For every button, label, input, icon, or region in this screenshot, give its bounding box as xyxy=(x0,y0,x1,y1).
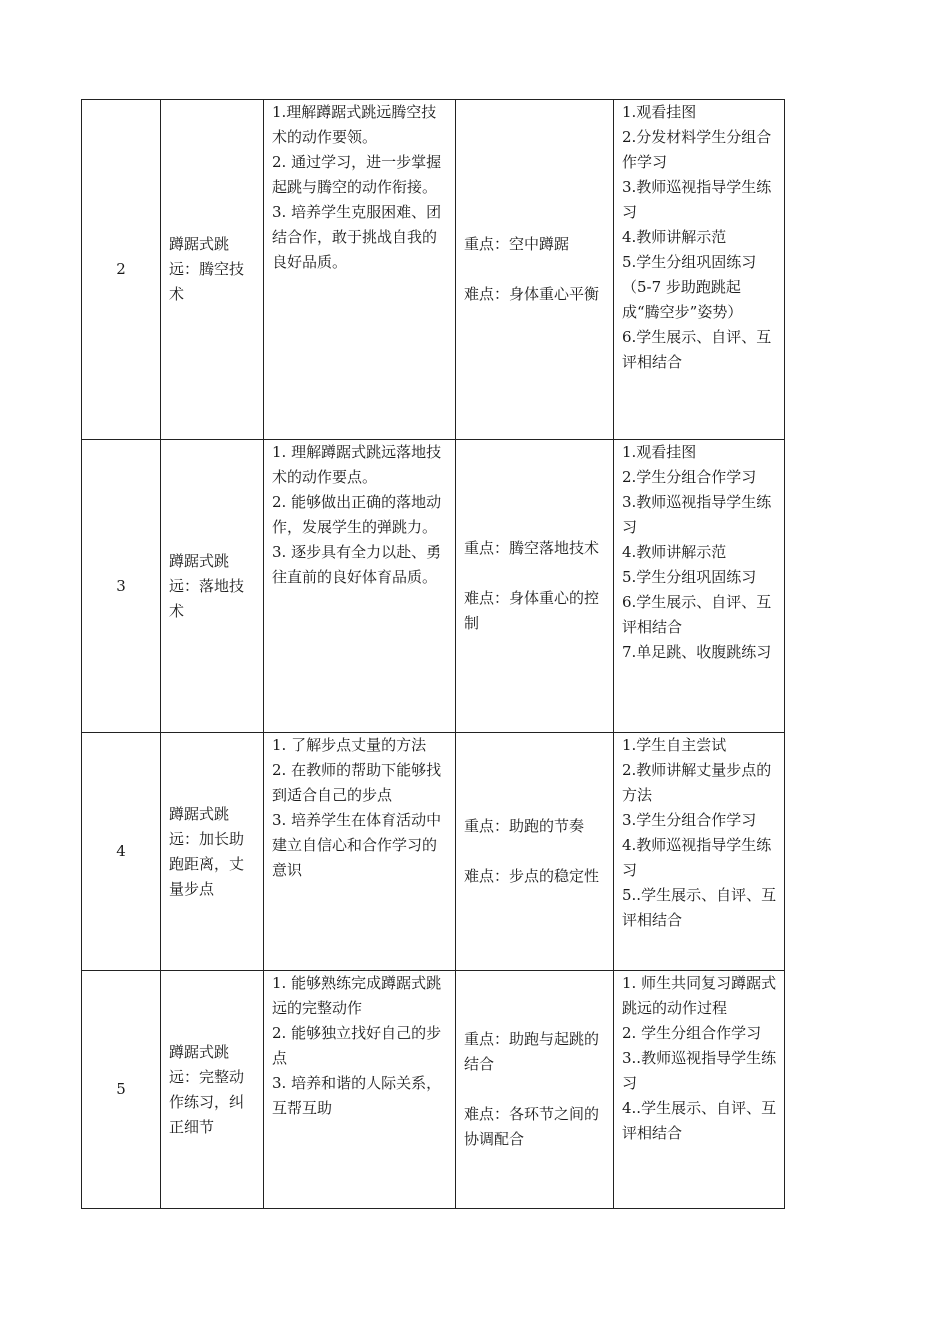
step-item: 4..学生展示、自评、互评相结合 xyxy=(622,1099,777,1142)
goal-item: 2. 能够做出正确的落地动作，发展学生的弹跳力。 xyxy=(272,493,442,536)
key-points xyxy=(456,100,614,440)
step-item: 6.学生展示、自评、互评相结合 xyxy=(622,593,772,636)
step-item: 7.单足跳、收腹跳练习 xyxy=(622,643,772,661)
step-item: 3.教师巡视指导学生练习 xyxy=(622,178,772,221)
step-item: 4.教师讲解示范 xyxy=(622,543,727,561)
difficulty-point: 难点：身体重心平衡 xyxy=(464,285,600,303)
lesson-topic: 蹲踞式跳远：落地技术 xyxy=(161,440,264,733)
step-item: 3.学生分组合作学习 xyxy=(622,811,757,829)
key-point: 重点：助跑的节奏 xyxy=(464,817,585,835)
goal-item: 3. 培养学生在体育活动中建立自信心和合作学习的意识 xyxy=(272,811,442,879)
lesson-plan-body xyxy=(82,100,785,1209)
step-item: 1.观看挂图 xyxy=(622,443,697,461)
table-row xyxy=(82,100,785,440)
difficulty-point: 难点：身体重心的控制 xyxy=(464,589,600,632)
step-item: 2.分发材料学生分组合作学习 xyxy=(622,128,772,171)
key-point: 重点：腾空落地技术 xyxy=(464,539,600,557)
table-row xyxy=(82,733,785,971)
step-item: 1. 师生共同复习蹲踞式跳远的动作过程 xyxy=(622,974,777,1017)
step-item: 1.学生自主尝试 xyxy=(622,736,727,754)
table-row xyxy=(82,440,785,733)
goal-item: 3. 逐步具有全力以赴、勇往直前的良好体育品质。 xyxy=(272,543,442,586)
step-item: 3..教师巡视指导学生练习 xyxy=(622,1049,777,1092)
lesson-goals xyxy=(264,440,456,733)
goal-item: 2. 通过学习，进一步掌握起跳与腾空的动作衔接。 xyxy=(272,153,442,196)
key-points xyxy=(456,733,614,971)
key-point: 重点：空中蹲踞 xyxy=(464,235,570,253)
step-item: 5..学生展示、自评、互评相结合 xyxy=(622,886,777,929)
step-item: 2.教师讲解丈量步点的方法 xyxy=(622,761,772,804)
lesson-goals xyxy=(264,733,456,971)
goal-item: 1.理解蹲踞式跳远腾空技术的动作要领。 xyxy=(272,103,437,146)
step-item: 4.教师巡视指导学生练习 xyxy=(622,836,772,879)
teaching-steps xyxy=(614,440,785,733)
key-points xyxy=(456,971,614,1209)
lesson-number: 5 xyxy=(82,971,161,1209)
lesson-topic: 蹲踞式跳远：加长助跑距离，丈量步点 xyxy=(161,733,264,971)
goal-item: 2. 在教师的帮助下能够找到适合自己的步点 xyxy=(272,761,442,804)
teaching-steps xyxy=(614,733,785,971)
step-item: 6.学生展示、自评、互评相结合 xyxy=(622,328,772,371)
step-item: 2.学生分组合作学习 xyxy=(622,468,757,486)
key-points xyxy=(456,440,614,733)
difficulty-point: 难点：步点的稳定性 xyxy=(464,867,600,885)
goal-item: 3. 培养学生克服困难、团结合作，敢于挑战自我的良好品质。 xyxy=(272,203,442,271)
lesson-topic: 蹲踞式跳远：完整动作练习，纠正细节 xyxy=(161,971,264,1209)
goal-item: 2. 能够独立找好自己的步点 xyxy=(272,1024,442,1067)
lesson-number: 3 xyxy=(82,440,161,733)
difficulty-point: 难点：各环节之间的协调配合 xyxy=(464,1105,600,1148)
table-row xyxy=(82,971,785,1209)
teaching-steps xyxy=(614,971,785,1209)
goal-item: 3. 培养和谐的人际关系，互帮互助 xyxy=(272,1074,442,1117)
step-item: 2. 学生分组合作学习 xyxy=(622,1024,762,1042)
step-item: 4.教师讲解示范 xyxy=(622,228,727,246)
goal-item: 1. 理解蹲踞式跳远落地技术的动作要点。 xyxy=(272,443,442,486)
lesson-number: 4 xyxy=(82,733,161,971)
teaching-steps xyxy=(614,100,785,440)
lesson-topic: 蹲踞式跳远：腾空技术 xyxy=(161,100,264,440)
goal-item: 1. 了解步点丈量的方法 xyxy=(272,736,427,754)
goal-item: 1. 能够熟练完成蹲踞式跳远的完整动作 xyxy=(272,974,442,1017)
step-item: 5.学生分组巩固练习 xyxy=(622,568,757,586)
step-item: 1.观看挂图 xyxy=(622,103,697,121)
lesson-goals xyxy=(264,971,456,1209)
lesson-goals xyxy=(264,100,456,440)
step-item: 5.学生分组巩固练习（5-7 步助跑跳起成“腾空步”姿势） xyxy=(622,253,757,321)
key-point: 重点：助跑与起跳的结合 xyxy=(464,1030,600,1073)
lesson-number: 2 xyxy=(82,100,161,440)
step-item: 3.教师巡视指导学生练习 xyxy=(622,493,772,536)
lesson-plan-table xyxy=(81,99,785,1209)
